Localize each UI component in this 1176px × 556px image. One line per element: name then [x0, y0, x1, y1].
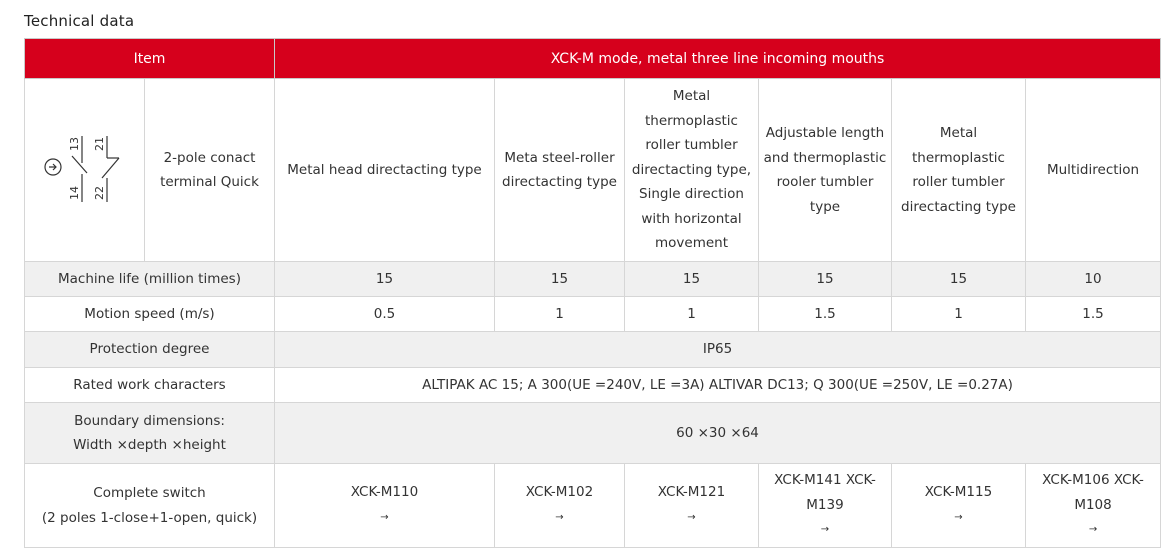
- types-row: [25, 79, 1161, 262]
- model-link[interactable]: XCK-M102: [525, 484, 594, 501]
- complete-switch-row: [25, 464, 1161, 548]
- machine-life-row: [25, 262, 1161, 297]
- cell-value: 1: [625, 297, 759, 332]
- arrow-right-icon[interactable]: →: [820, 524, 830, 535]
- type-steel-roller: Meta steel-roller directacting type: [495, 79, 625, 262]
- technical-data-table: [24, 38, 1161, 548]
- model-link[interactable]: XCK-M110: [350, 484, 419, 501]
- cell-value: 15: [892, 262, 1026, 297]
- cell-value: 1.5: [1026, 297, 1161, 332]
- model-link[interactable]: XCK-M106 XCK-M108: [1042, 472, 1144, 513]
- cell-value: 1: [495, 297, 625, 332]
- type-multidirection: Multidirection: [1026, 79, 1161, 262]
- cell-value: 15: [625, 262, 759, 297]
- cell-value: 15: [495, 262, 625, 297]
- type-thermoplastic-single-direction: Metal thermoplastic roller tumbler directacting type, Single direction with horizontal movement: [625, 79, 759, 262]
- cell-value: 15: [759, 262, 892, 297]
- row-label: Rated work characters: [25, 368, 275, 403]
- contact-label-14: 14: [67, 186, 81, 200]
- model-link[interactable]: XCK-M115: [924, 484, 993, 501]
- switch-cell[interactable]: [625, 464, 759, 548]
- arrow-right-icon[interactable]: →: [380, 511, 389, 523]
- terminal-type: 2-pole conact terminal Quick: [145, 79, 275, 262]
- switch-cell[interactable]: [1026, 464, 1161, 548]
- switch-cell[interactable]: [495, 464, 625, 548]
- type-thermoplastic-roller: Metal thermoplastic roller tumbler directacting type: [892, 79, 1026, 262]
- cell-value: IP65: [275, 332, 1161, 368]
- row-label: Protection degree: [25, 332, 275, 368]
- cell-value: 1: [892, 297, 1026, 332]
- row-label: Machine life (million times): [25, 262, 275, 297]
- contact-label-21: 21: [92, 137, 106, 151]
- header-model: XCK-M mode, metal three line incoming mouths: [275, 39, 1161, 79]
- row-label-line1: Boundary dimensions:: [74, 412, 225, 429]
- cell-value: 10: [1026, 262, 1161, 297]
- cell-value: 60 ×30 ×64: [275, 403, 1161, 464]
- rated-work-row: [25, 368, 1161, 403]
- arrow-right-icon[interactable]: →: [555, 511, 564, 523]
- type-metal-head: Metal head directacting type: [275, 79, 495, 262]
- arrow-right-icon[interactable]: →: [1088, 524, 1098, 535]
- row-label: Motion speed (m/s): [25, 297, 275, 332]
- cell-value: 1.5: [759, 297, 892, 332]
- row-label-line2: Width ×depth ×height: [73, 437, 226, 453]
- switch-cell[interactable]: [759, 464, 892, 548]
- type-adjustable-length: Adjustable length and thermoplastic rooler tumbler type: [759, 79, 892, 262]
- switch-cell[interactable]: [275, 464, 495, 548]
- contact-label-13: 13: [67, 137, 81, 151]
- cell-value: 15: [275, 262, 495, 297]
- row-label-line2: (2 poles 1-close+1-open, quick): [41, 509, 258, 526]
- row-label: [25, 464, 275, 548]
- dimensions-row: [25, 403, 1161, 464]
- table-header-row: [25, 39, 1161, 79]
- contact-label-22: 22: [92, 186, 106, 200]
- model-link[interactable]: XCK-M141 XCK-M139: [774, 472, 876, 513]
- arrow-right-icon[interactable]: →: [954, 511, 963, 523]
- cell-value: ALTIPAK AC 15; A 300(UE =240V, LE =3A) ALTIVAR DC13; Q 300(UE =250V, LE =0.27A): [275, 368, 1161, 403]
- cell-value: 0.5: [275, 297, 495, 332]
- arrow-right-icon[interactable]: →: [687, 511, 696, 523]
- row-label-line1: Complete switch: [93, 485, 206, 501]
- protection-row: [25, 332, 1161, 368]
- contact-diagram-icon: [40, 130, 130, 210]
- contact-symbol: [25, 79, 145, 262]
- row-label: [25, 403, 275, 464]
- switch-cell[interactable]: [892, 464, 1026, 548]
- model-link[interactable]: XCK-M121: [657, 484, 726, 501]
- section-title: Technical data: [24, 12, 135, 30]
- motion-speed-row: [25, 297, 1161, 332]
- header-item: Item: [25, 39, 275, 79]
